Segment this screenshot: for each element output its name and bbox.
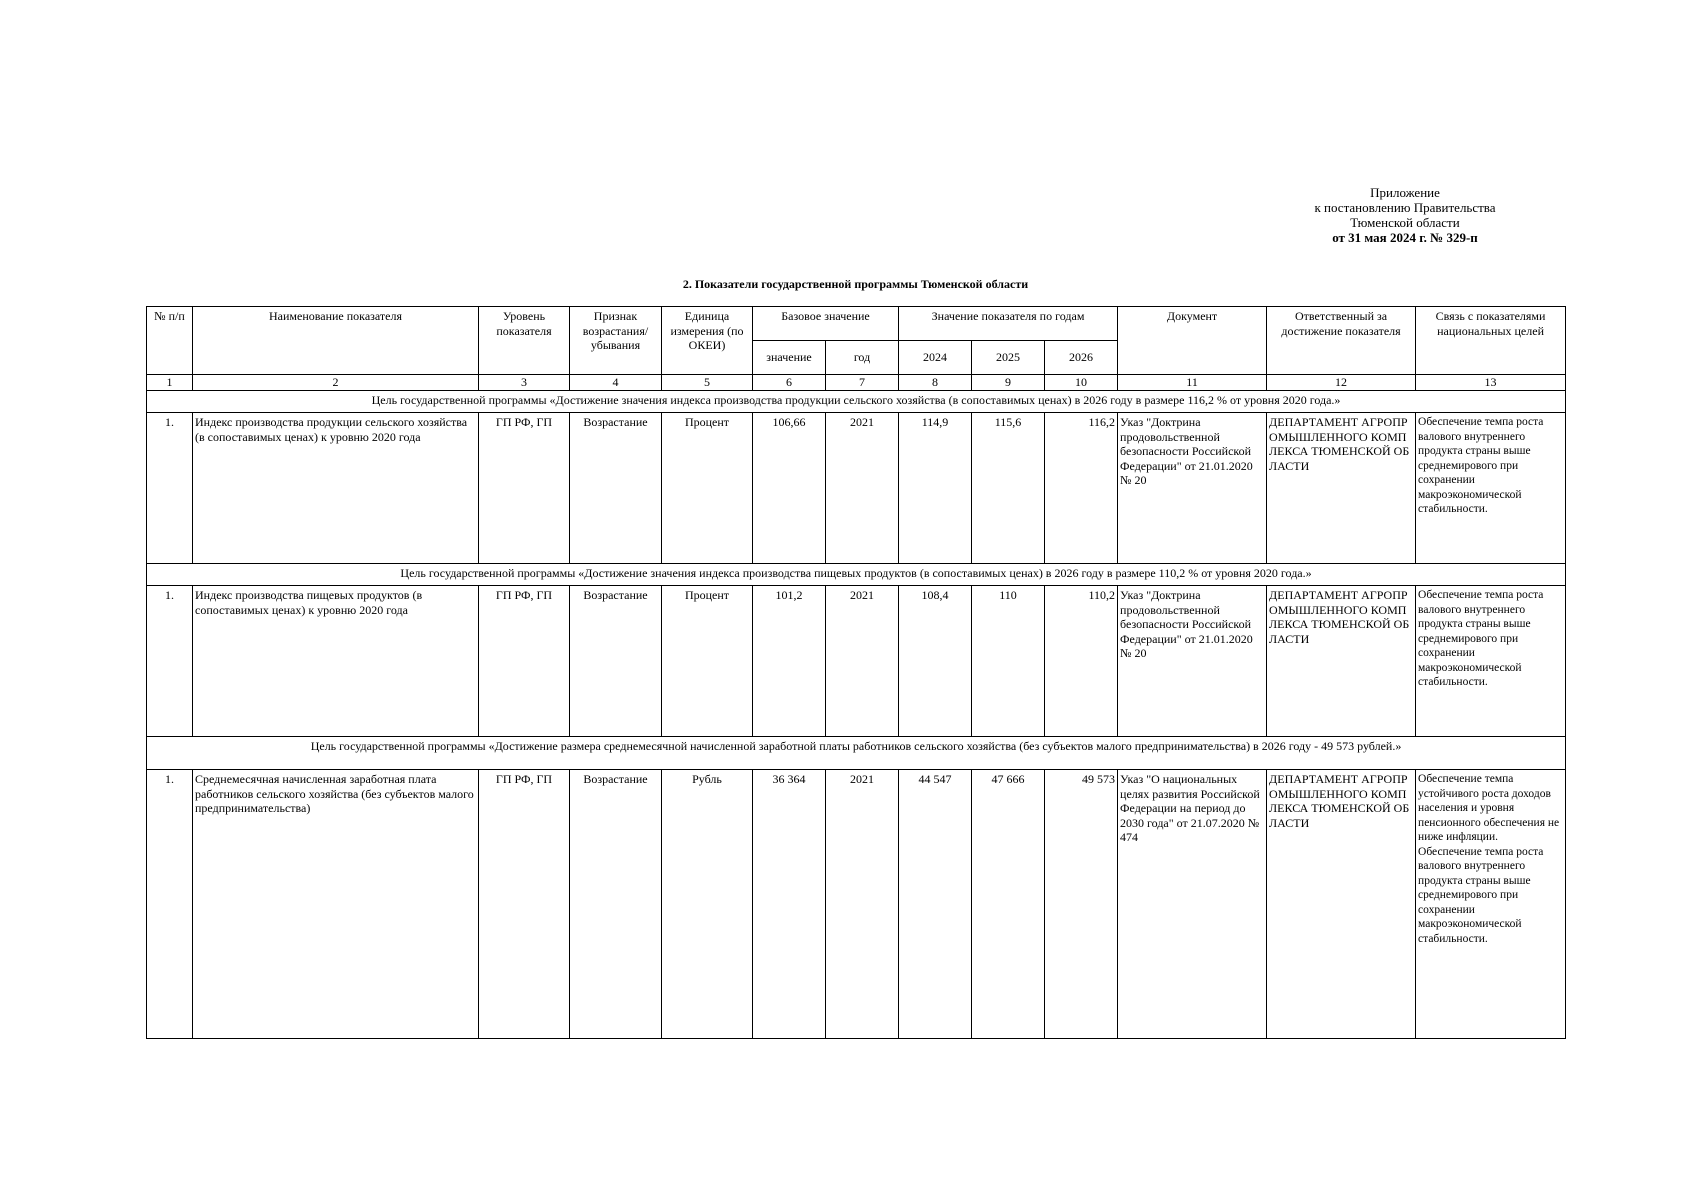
indicator-level: ГП РФ, ГП xyxy=(479,586,570,737)
appendix-line-3: Тюменской области xyxy=(1350,215,1460,230)
indicator-unit: Рубль xyxy=(662,770,753,1039)
row-num: 1. xyxy=(147,413,193,564)
base-value: 106,66 xyxy=(753,413,826,564)
responsible-org: ДЕПАРТАМЕНТ АГРОПРОМЫШЛЕННОГО КОМПЛЕКСА ТЮМЕНСКОЙ ОБЛАСТИ xyxy=(1267,413,1416,564)
appendix-line-2: к постановлению Правительства xyxy=(1314,200,1496,215)
column-number: 1 xyxy=(147,375,193,391)
header-by-years: Значение показателя по годам xyxy=(899,307,1118,341)
column-number: 12 xyxy=(1267,375,1416,391)
appendix-date-number: от 31 мая 2024 г. № 329-п xyxy=(1332,230,1478,245)
document-ref: Указ "О национальных целях развития Российской Федерации на период до 2030 года" от 21.07.2020 № 474 xyxy=(1118,770,1267,1039)
value-2026: 110,2 xyxy=(1045,586,1118,737)
goal-text: Цель государственной программы «Достижение значения индекса производства пищевых продуктов (в сопоставимых ценах) в 2026 году в размере 110,2 % от уровня 2020 года.» xyxy=(147,564,1566,586)
header-document: Документ xyxy=(1118,307,1267,375)
value-2026: 116,2 xyxy=(1045,413,1118,564)
row-num: 1. xyxy=(147,770,193,1039)
value-2025: 115,6 xyxy=(972,413,1045,564)
header-row-1 xyxy=(147,307,1566,341)
header-name: Наименование показателя xyxy=(193,307,479,375)
value-2024: 114,9 xyxy=(899,413,972,564)
base-year: 2021 xyxy=(826,586,899,737)
indicator-row xyxy=(147,413,1566,564)
header-unit: Единица измерения (по ОКЕИ) xyxy=(662,307,753,375)
column-number: 3 xyxy=(479,375,570,391)
national-goals-link: Обеспечение темпа устойчивого роста доходов населения и уровня пенсионного обеспечения не ниже инфляции. Обеспечение темпа роста валового внутреннего продукта страны выше среднемирового при сохранении макроэкономической стабильности. xyxy=(1416,770,1566,1039)
national-goals-link: Обеспечение темпа роста валового внутреннего продукта страны выше среднемирового при сохранении макроэкономической стабильности. xyxy=(1416,413,1566,564)
indicator-name: Индекс производства продукции сельского хозяйства (в сопоставимых ценах) к уровню 2020 года xyxy=(193,413,479,564)
header-num: № п/п xyxy=(147,307,193,375)
base-value: 101,2 xyxy=(753,586,826,737)
goal-row xyxy=(147,391,1566,413)
row-num: 1. xyxy=(147,586,193,737)
indicator-unit: Процент xyxy=(662,586,753,737)
column-number: 6 xyxy=(753,375,826,391)
header-sign: Признак возрастания/ убывания xyxy=(570,307,662,375)
column-number: 7 xyxy=(826,375,899,391)
column-numbers-row xyxy=(147,375,1566,391)
indicator-row xyxy=(147,586,1566,737)
value-2024: 108,4 xyxy=(899,586,972,737)
value-2024: 44 547 xyxy=(899,770,972,1039)
header-link: Связь с показателями национальных целей xyxy=(1416,307,1566,375)
indicator-sign: Возрастание xyxy=(570,770,662,1039)
indicators-table xyxy=(146,306,1566,1039)
column-number: 13 xyxy=(1416,375,1566,391)
goal-text: Цель государственной программы «Достижение значения индекса производства продукции сельского хозяйства (в сопоставимых ценах) в 2026 году в размере 116,2 % от уровня 2020 года.» xyxy=(147,391,1566,413)
indicator-row xyxy=(147,770,1566,1039)
base-year: 2021 xyxy=(826,770,899,1039)
value-2025: 47 666 xyxy=(972,770,1045,1039)
responsible-org: ДЕПАРТАМЕНТ АГРОПРОМЫШЛЕННОГО КОМПЛЕКСА ТЮМЕНСКОЙ ОБЛАСТИ xyxy=(1267,770,1416,1039)
column-number: 8 xyxy=(899,375,972,391)
column-number: 5 xyxy=(662,375,753,391)
value-2025: 110 xyxy=(972,586,1045,737)
indicator-name: Индекс производства пищевых продуктов (в сопоставимых ценах) к уровню 2020 года xyxy=(193,586,479,737)
header-base-value: значение xyxy=(753,341,826,375)
document-ref: Указ "Доктрина продовольственной безопасности Российской Федерации" от 21.01.2020 № 20 xyxy=(1118,413,1267,564)
national-goals-link: Обеспечение темпа роста валового внутреннего продукта страны выше среднемирового при сохранении макроэкономической стабильности. xyxy=(1416,586,1566,737)
indicator-level: ГП РФ, ГП xyxy=(479,770,570,1039)
appendix-line-1: Приложение xyxy=(1370,185,1440,200)
indicator-name: Среднемесячная начисленная заработная плата работников сельского хозяйства (без субъектов малого предпринимательства) xyxy=(193,770,479,1039)
column-number: 10 xyxy=(1045,375,1118,391)
goal-row xyxy=(147,564,1566,586)
header-year-2026: 2026 xyxy=(1045,341,1118,375)
header-year-2024: 2024 xyxy=(899,341,972,375)
page-title: 2. Показатели государственной программы Тюменской области xyxy=(682,277,1029,291)
document-ref: Указ "Доктрина продовольственной безопасности Российской Федерации" от 21.01.2020 № 20 xyxy=(1118,586,1267,737)
column-number: 9 xyxy=(972,375,1045,391)
column-number: 4 xyxy=(570,375,662,391)
base-year: 2021 xyxy=(826,413,899,564)
appendix-block xyxy=(1290,185,1520,245)
column-number: 11 xyxy=(1118,375,1267,391)
base-value: 36 364 xyxy=(753,770,826,1039)
responsible-org: ДЕПАРТАМЕНТ АГРОПРОМЫШЛЕННОГО КОМПЛЕКСА ТЮМЕНСКОЙ ОБЛАСТИ xyxy=(1267,586,1416,737)
column-number: 2 xyxy=(193,375,479,391)
indicator-sign: Возрастание xyxy=(570,586,662,737)
header-base-year: год xyxy=(826,341,899,375)
goal-row xyxy=(147,737,1566,770)
indicator-unit: Процент xyxy=(662,413,753,564)
indicator-level: ГП РФ, ГП xyxy=(479,413,570,564)
header-year-2025: 2025 xyxy=(972,341,1045,375)
header-responsible: Ответственный за достижение показателя xyxy=(1267,307,1416,375)
header-base: Базовое значение xyxy=(753,307,899,341)
indicator-sign: Возрастание xyxy=(570,413,662,564)
goal-text: Цель государственной программы «Достижение размера среднемесячной начисленной заработной платы работников сельского хозяйства (без субъектов малого предпринимательства) в 2026 году - 49 573 рублей.» xyxy=(147,737,1566,770)
header-level: Уровень показателя xyxy=(479,307,570,375)
value-2026: 49 573 xyxy=(1045,770,1118,1039)
